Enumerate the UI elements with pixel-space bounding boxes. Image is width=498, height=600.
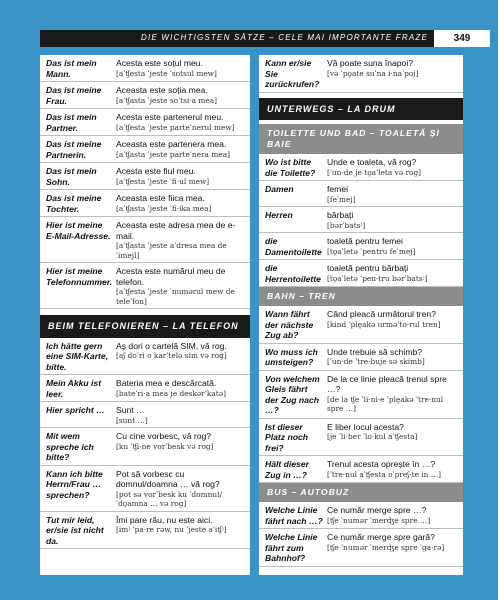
romanian-translation-cell: [327, 422, 459, 454]
pronunciation: [aʃ doˈri o karˈtelə sim və rog]: [116, 351, 227, 360]
german-phrase: Das ist mein Partner.: [46, 112, 97, 133]
romanian-translation-cell: [116, 405, 246, 425]
german-phrase: Ich hätte gern eine SIM-Karte, bitte.: [46, 340, 109, 372]
romanian-translation-cell: [116, 341, 246, 373]
romanian-translation-cell: [327, 309, 459, 341]
page-number: 349: [434, 30, 490, 47]
german-phrase: Mein Akku ist leer.: [46, 378, 102, 399]
romanian-phrase: Bateria mea e descărcată.: [116, 378, 217, 388]
german-phrase: Hält dieser Zug in …?: [265, 459, 309, 480]
left-column: [40, 55, 250, 575]
romanian-phrase: Acesta este soțul meu.: [116, 58, 203, 68]
german-phrase: Tut mir leid, er/sie ist nicht da.: [46, 514, 104, 546]
pronunciation: [je ˈli·ber ˈlo·kul aˈʧesta]: [327, 432, 418, 441]
romanian-translation-cell: [116, 266, 246, 306]
romanian-translation-cell: [327, 157, 459, 178]
romanian-translation-cell: [327, 210, 459, 230]
romanian-translation-cell: [327, 532, 459, 564]
german-phrase: Herren: [265, 210, 293, 220]
german-phrase: Hier ist meine E-Mail-Adresse.: [46, 220, 111, 241]
phrase-group-bus: [259, 502, 463, 567]
phrase-group-train: [259, 306, 463, 483]
romanian-translation-cell: [116, 220, 246, 260]
german-phrase: Damen: [265, 184, 294, 194]
phrase-row: [259, 154, 463, 181]
pronunciation: [sunt …]: [116, 415, 148, 425]
phrase-group-telephone: [40, 338, 250, 550]
romanian-phrase: Aceasta este soția mea.: [116, 85, 208, 95]
phrase-row: [40, 217, 250, 263]
phrase-row: [259, 233, 463, 260]
german-phrase: Hier ist meine Telefonnummer.: [46, 266, 113, 287]
romanian-phrase: Unde e toaleta, vă rog?: [327, 157, 417, 167]
phrase-row: [40, 190, 250, 217]
phrase-row: [40, 466, 250, 512]
german-phrase: Welche Linie fährt nach …?: [265, 505, 323, 526]
romanian-phrase: bărbați: [327, 210, 354, 220]
romanian-translation-cell: [116, 139, 246, 160]
romanian-translation-cell: [327, 505, 459, 526]
phrase-row: [40, 428, 250, 466]
pronunciation: [aˈʧesta ˈjeste ˈfi·ul mew]: [116, 176, 210, 186]
phrase-row: [259, 502, 463, 529]
german-phrase: Das ist meine Partnerin.: [46, 139, 102, 160]
phrase-row: [259, 419, 463, 457]
pronunciation: [bərˈbatsʲ]: [327, 220, 366, 230]
romanian-phrase: toaletă pentru femei: [327, 236, 403, 246]
right-column: [259, 55, 463, 575]
phrase-row: [40, 263, 250, 309]
german-phrase: die Damentoilette: [265, 236, 322, 257]
pronunciation: [ˈun·de je to̯aˈleta və rog]: [327, 167, 422, 177]
romanian-translation-cell: [327, 184, 459, 204]
pronunciation: [bateˈri·a mea je deskərˈkatə]: [116, 388, 226, 398]
romanian-phrase: femei: [327, 184, 349, 194]
phrase-row: [40, 338, 250, 376]
romanian-phrase: Aceasta este adresa mea de e-mail.: [116, 220, 236, 241]
romanian-phrase: Trenul acesta oprește în …?: [327, 459, 436, 469]
romanian-phrase: Vă poate suna înapoi?: [327, 58, 414, 68]
phrase-row: [259, 529, 463, 567]
romanian-phrase: Cu cine vorbesc, vă rog?: [116, 431, 212, 441]
german-phrase: Welche Linie fährt zum Bahnhof?: [265, 532, 318, 563]
pronunciation: [de la ʧe ˈli·ni·e ˈple̯akə ˈtre·nul spre …]: [327, 394, 444, 413]
subsection-header-toilet: TOILETTE UND BAD – TOALETĂ ȘI BAIE: [259, 124, 463, 154]
phrase-row: [259, 306, 463, 344]
romanian-translation-cell: [327, 459, 459, 480]
pronunciation: [ʧe ˈnumər ˈmerʤe spre …]: [327, 515, 431, 525]
phrase-row: [40, 136, 250, 163]
german-phrase: Das ist meine Tochter.: [46, 193, 102, 214]
german-phrase: Das ist mein Mann.: [46, 58, 97, 79]
german-phrase: Kann ich bitte Herrn/Frau … sprechen?: [46, 468, 103, 500]
romanian-phrase: Unde trebuie să schimb?: [327, 346, 423, 357]
romanian-phrase: toaletă pentru bărbați: [327, 263, 409, 273]
pronunciation: [aˈʧesta ˈjeste ˈsotsul mew]: [116, 68, 217, 78]
phrase-row: [40, 402, 250, 428]
german-phrase: Ist dieser Platz noch frei?: [265, 421, 308, 453]
phrase-row: [259, 344, 463, 371]
phrase-row: [259, 181, 463, 207]
pronunciation: [aˈʧasta ˈjeste parteˈnera mea]: [116, 149, 230, 159]
romanian-phrase: Acesta este numărul meu de telefon.: [116, 266, 226, 287]
phrase-group-family: [40, 55, 250, 309]
phrase-row: [40, 109, 250, 136]
german-phrase: Das ist meine Frau.: [46, 85, 102, 106]
pronunciation: [pot sə vorˈbesk ku ˈdomnul/ˈdo̯amna … və rog]: [116, 489, 222, 508]
subsection-header-bus: BUS – AUTOBUZ: [259, 483, 463, 502]
romanian-translation-cell: [327, 236, 459, 257]
romanian-phrase: Îmi pare rău, nu este aici.: [116, 514, 213, 525]
pronunciation: [ˈtre·nul aˈʧesta oˈpreʃ·te in …]: [327, 469, 442, 479]
pronunciation: [aˈʧesta ˈjeste ˈnumərul mew de teleˈfon]: [116, 287, 235, 306]
phrase-row: [259, 371, 463, 419]
german-phrase: Das ist mein Sohn.: [46, 166, 97, 187]
romanian-translation-cell: [116, 166, 246, 187]
german-phrase: die Herrentoilette: [265, 263, 321, 284]
romanian-phrase: Aceasta este fiica mea.: [116, 193, 205, 203]
phrase-row: [259, 260, 463, 287]
pronunciation: [ku ˈʧi·ne vorˈbesk və rog]: [116, 441, 214, 451]
pronunciation: [to̯aˈletə ˈpentru feˈmej]: [327, 246, 416, 256]
romanian-translation-cell: [116, 112, 246, 133]
romanian-phrase: Pot să vorbesc cu domnul/doamna … vă rog?: [116, 468, 220, 489]
phrase-row: [40, 512, 250, 550]
romanian-phrase: Ce număr merge spre …?: [327, 505, 427, 515]
section-header-telephone: BEIM TELEFONIEREN – LA TELEFON: [40, 315, 250, 338]
german-phrase: Kann er/sie Sie zurückrufen?: [265, 58, 320, 89]
pronunciation: [ʧe ˈnumər ˈmerʤe spre ˈga·rə]: [327, 542, 445, 552]
pronunciation: [və ˈpo̯ate suˈna ɨ·naˈpoj]: [327, 68, 419, 78]
phrase-row: [40, 55, 250, 82]
german-phrase: Von welchem Gleis fährt der Zug nach …?: [265, 373, 320, 415]
romanian-phrase: De la ce linie pleacă trenul spre …?: [327, 373, 447, 394]
romanian-phrase: Aș dori o cartelă SIM, vă rog.: [116, 340, 227, 351]
romanian-translation-cell: [116, 469, 246, 509]
phrase-row: [40, 375, 250, 402]
phrase-row: [259, 207, 463, 233]
romanian-phrase: Când pleacă următorul tren?: [327, 309, 436, 319]
phrase-row: [40, 82, 250, 109]
section-header-on-the-road: UNTERWEGS – LA DRUM: [259, 98, 463, 121]
romanian-phrase: Ce număr merge spre gară?: [327, 532, 435, 542]
romanian-translation-cell: [116, 431, 246, 463]
german-phrase: Wo muss ich umsteigen?: [265, 346, 318, 367]
pronunciation: [ɨmʲ ˈpa·re rəw, nu ˈjeste aˈiʧʲ]: [116, 525, 227, 534]
romanian-translation-cell: [327, 58, 459, 90]
phrase-row: [259, 55, 463, 93]
phrase-row: [259, 456, 463, 483]
pronunciation: [aˈʧesta ˈjeste parteˈnerul mew]: [116, 122, 235, 132]
romanian-phrase: Acesta este partenerul meu.: [116, 112, 224, 122]
romanian-phrase: Aceasta este partenera mea.: [116, 139, 227, 149]
pronunciation: [ˈun·de ˈtre·buje sə skimb]: [327, 357, 425, 366]
pronunciation: [aˈʧasta ˈjeste aˈdresa mea de ˈimejl]: [116, 241, 227, 260]
phrase-group-callback: [259, 55, 463, 93]
german-phrase: Wo ist bitte die Toilette?: [265, 157, 316, 178]
romanian-translation-cell: [116, 378, 246, 399]
romanian-translation-cell: [116, 85, 246, 106]
romanian-phrase: Acesta este fiul meu.: [116, 166, 196, 176]
pronunciation: [kɨnd ˈple̯akə urməˈto·rul tren]: [327, 319, 441, 329]
german-phrase: Hier spricht …: [46, 405, 105, 415]
page-header: [40, 30, 490, 47]
pronunciation: [feˈmej]: [327, 194, 356, 204]
pronunciation: [to̯aˈletə ˈpen·tru bərˈbatsʲ]: [327, 273, 428, 283]
phrase-row: [40, 163, 250, 190]
romanian-translation-cell: [327, 347, 459, 368]
romanian-phrase: Sunt …: [116, 405, 145, 415]
romanian-translation-cell: [327, 374, 459, 416]
romanian-translation-cell: [116, 193, 246, 214]
german-phrase: Wann fährt der nächste Zug ab?: [265, 309, 314, 340]
romanian-translation-cell: [327, 263, 459, 284]
romanian-translation-cell: [116, 515, 246, 547]
subsection-header-train: BAHN – TREN: [259, 287, 463, 306]
phrase-group-toilet: [259, 154, 463, 287]
romanian-translation-cell: [116, 58, 246, 79]
pronunciation: [aˈʧasta ˈjeste soˈtsi·a mea]: [116, 95, 218, 105]
header-title: DIE WICHTIGSTEN SÄTZE – CELE MAI IMPORTANTE FRAZE: [141, 33, 428, 42]
german-phrase: Mit wem spreche ich bitte?: [46, 431, 94, 462]
romanian-phrase: E liber locul acesta?: [327, 421, 404, 432]
pronunciation: [aˈʧasta ˈjeste ˈfi·ika mea]: [116, 203, 212, 213]
